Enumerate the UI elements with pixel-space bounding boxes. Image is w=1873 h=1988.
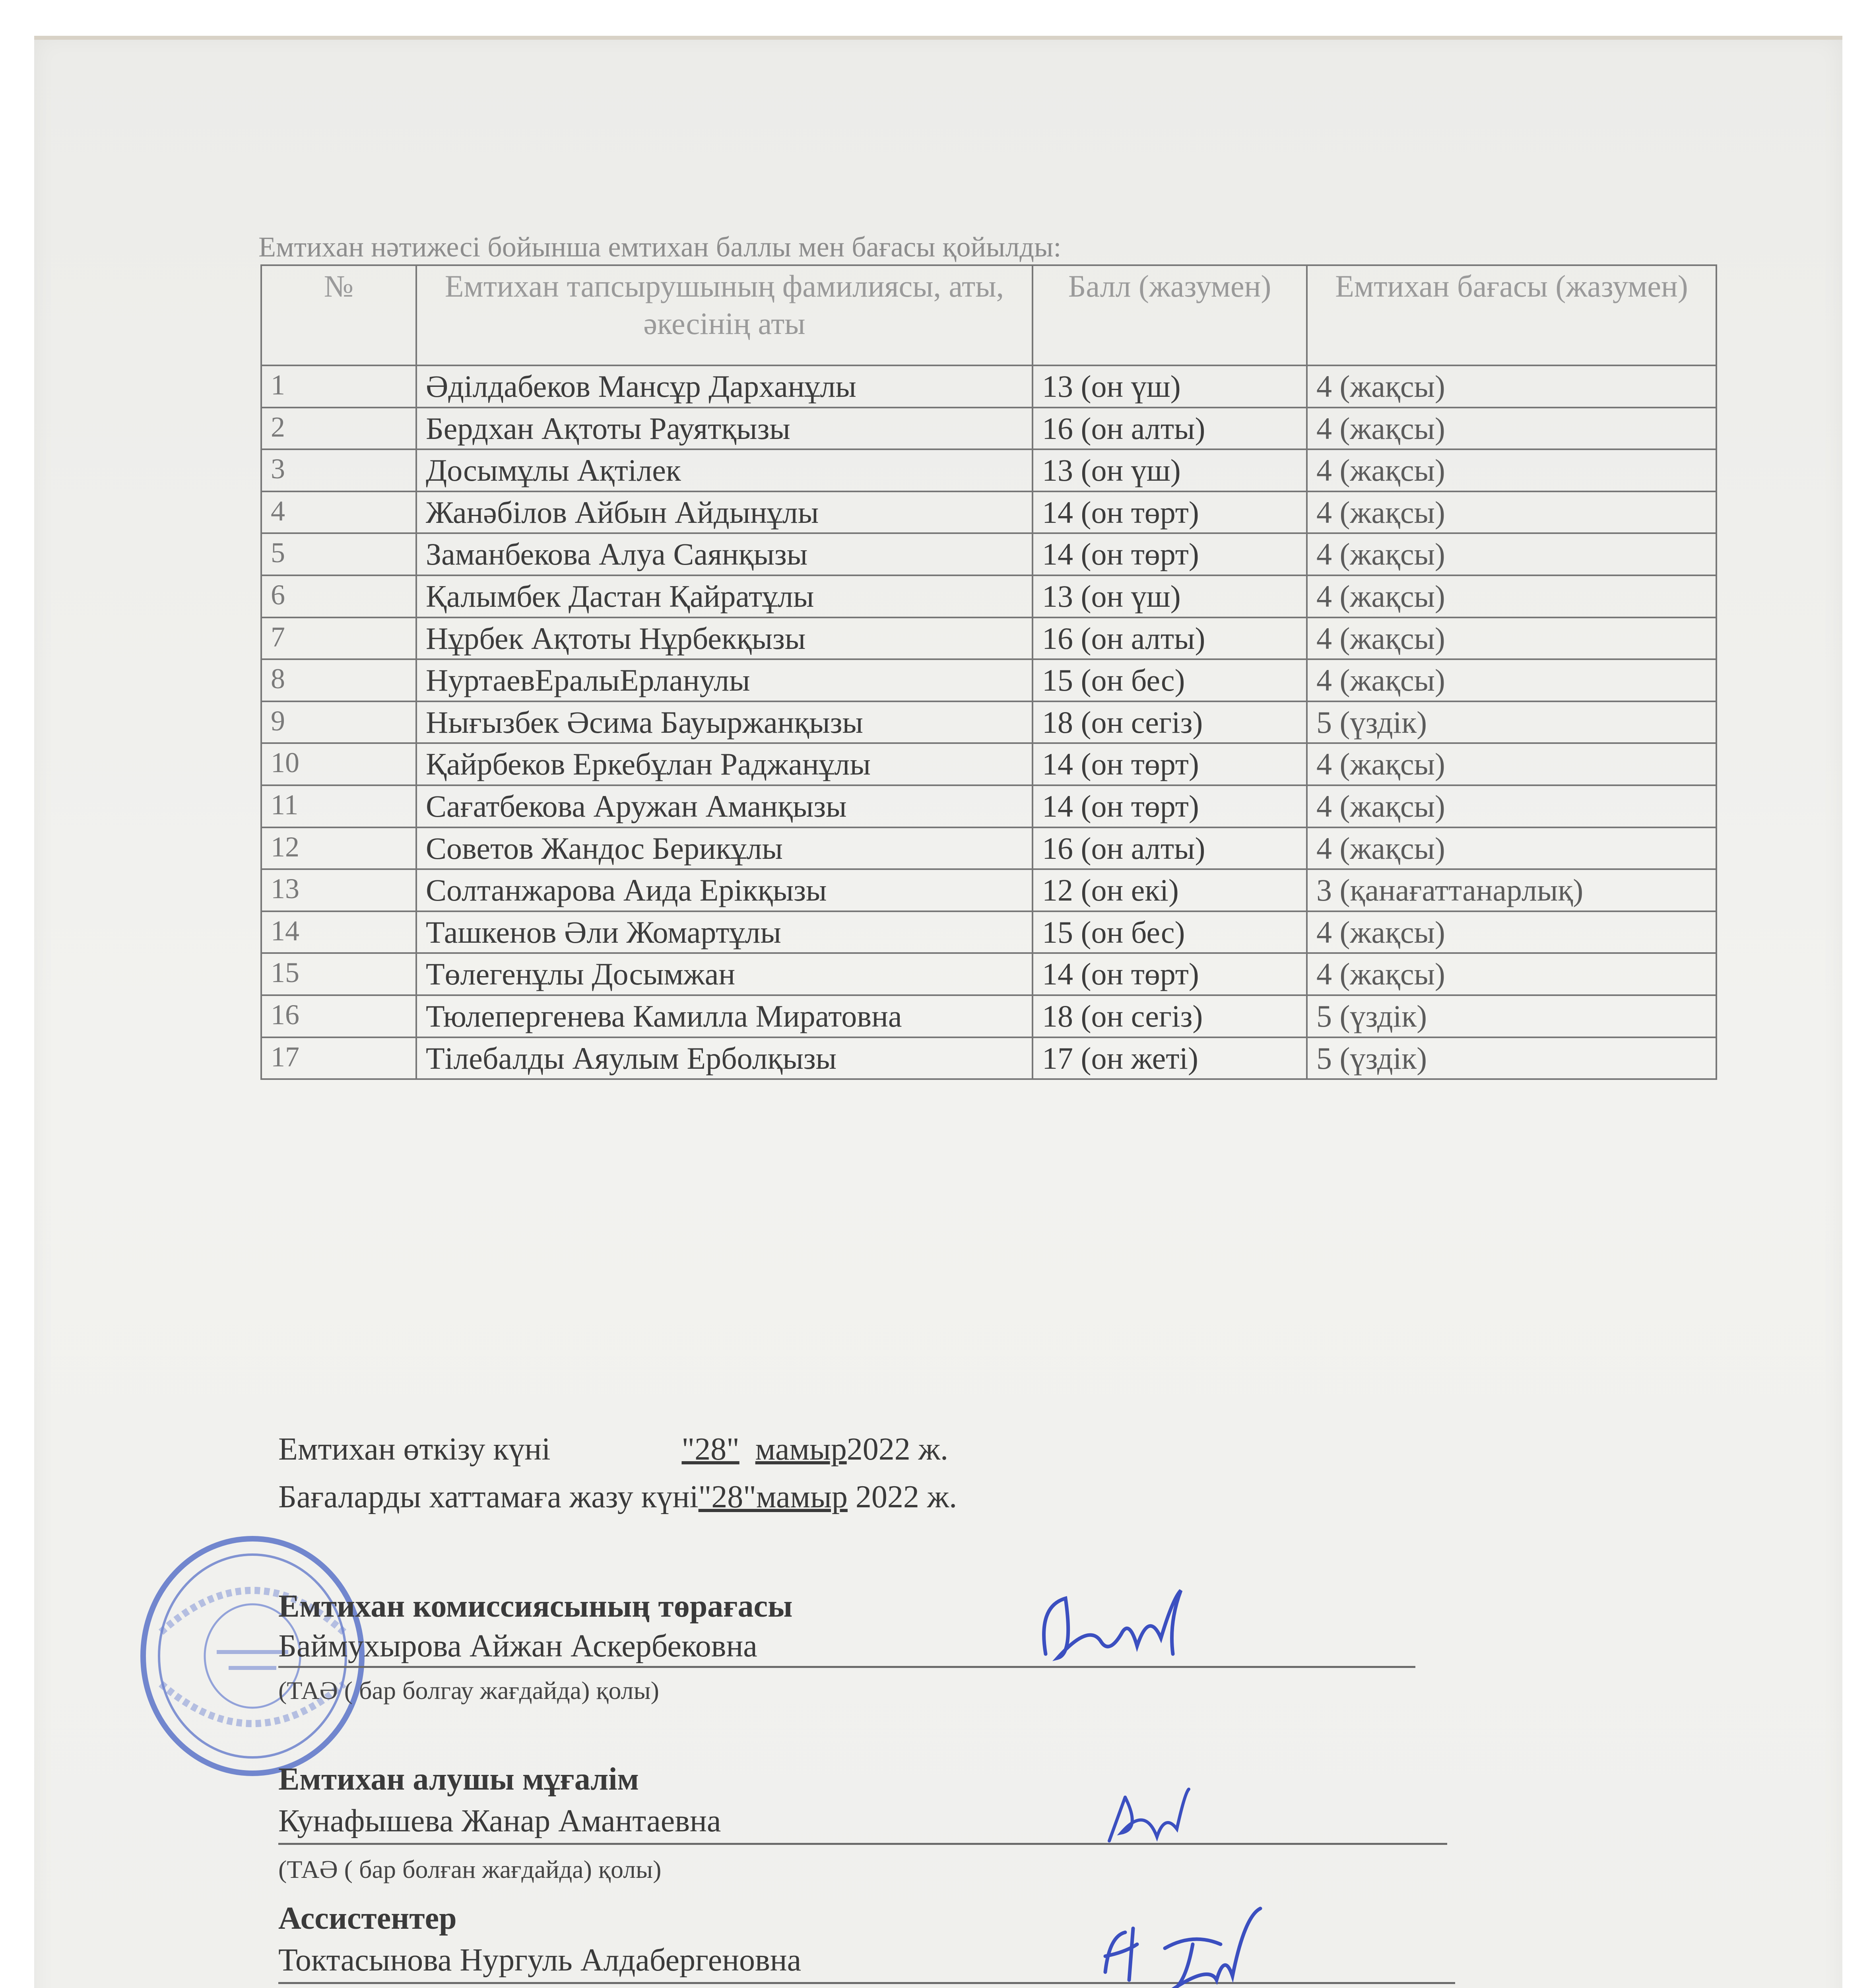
cell-number: 5 bbox=[261, 533, 416, 575]
cell-name: Бердхан Ақтоты Рауятқызы bbox=[416, 408, 1033, 450]
cell-name: Әділдабеков Мансұр Дарханұлы bbox=[416, 365, 1033, 408]
cell-score: 17 (он жеті) bbox=[1033, 1037, 1307, 1079]
table-header-row bbox=[261, 265, 1716, 365]
table-row bbox=[261, 785, 1716, 827]
cell-score: 14 (он төрт) bbox=[1033, 785, 1307, 827]
cell-name: Тілебалды Аяулым Ерболқызы bbox=[416, 1037, 1033, 1079]
cell-name: Досымұлы Ақтілек bbox=[416, 449, 1033, 491]
cell-name: Сағатбекова Аружан Аманқызы bbox=[416, 785, 1033, 827]
cell-grade: 4 (жақсы) bbox=[1307, 575, 1716, 617]
table-row bbox=[261, 533, 1716, 575]
table-row bbox=[261, 701, 1716, 744]
cell-grade: 4 (жақсы) bbox=[1307, 408, 1716, 450]
cell-grade: 3 (қанағаттанарлық) bbox=[1307, 869, 1716, 911]
cell-name: Ташкенов Әли Жомартұлы bbox=[416, 911, 1033, 953]
cell-score: 13 (он үш) bbox=[1033, 449, 1307, 491]
cell-score: 15 (он бес) bbox=[1033, 911, 1307, 953]
assistant1-name: Токтасынова Нургуль Алдабергеновна bbox=[278, 1943, 802, 1978]
table-row bbox=[261, 491, 1716, 534]
cell-name: Қалымбек Дастан Қайратұлы bbox=[416, 575, 1033, 617]
table-row bbox=[261, 449, 1716, 491]
cell-name: Солтанжарова Аида Ерікқызы bbox=[416, 869, 1033, 911]
results-heading: Емтихан нәтижесі бойынша емтихан баллы мен бағасы қойылды: bbox=[258, 231, 1062, 263]
cell-grade: 4 (жақсы) bbox=[1307, 491, 1716, 534]
table-row bbox=[261, 827, 1716, 870]
cell-number: 9 bbox=[261, 701, 416, 744]
cell-score: 16 (он алты) bbox=[1033, 617, 1307, 660]
cell-grade: 5 (үздік) bbox=[1307, 995, 1716, 1037]
cell-number: 3 bbox=[261, 449, 416, 491]
protocol-date-line bbox=[278, 1479, 957, 1515]
cell-name: Қайрбеков Еркебұлан Раджанұлы bbox=[416, 743, 1033, 785]
exam-date-label: Емтихан өткізу күні bbox=[278, 1432, 551, 1467]
cell-name: Советов Жандос Берикұлы bbox=[416, 827, 1033, 870]
chair-signature bbox=[1030, 1574, 1201, 1678]
cell-grade: 4 (жақсы) bbox=[1307, 785, 1716, 827]
cell-score: 14 (он төрт) bbox=[1033, 533, 1307, 575]
cell-name: Төлегенұлы Досымжан bbox=[416, 953, 1033, 995]
cell-grade: 4 (жақсы) bbox=[1307, 617, 1716, 660]
cell-score: 14 (он төрт) bbox=[1033, 953, 1307, 995]
cell-name: Нұрбек Ақтоты Нұрбекқызы bbox=[416, 617, 1033, 660]
cell-number: 1 bbox=[261, 365, 416, 408]
cell-grade: 4 (жақсы) bbox=[1307, 365, 1716, 408]
page-edge bbox=[34, 36, 1842, 40]
table-row bbox=[261, 617, 1716, 660]
results-table-body bbox=[261, 365, 1716, 1079]
cell-name: НуртаевЕралыЕрланулы bbox=[416, 659, 1033, 701]
results-table bbox=[260, 264, 1717, 1080]
exam-date-year: 2022 ж. bbox=[846, 1432, 948, 1467]
table-row bbox=[261, 408, 1716, 450]
cell-number: 2 bbox=[261, 408, 416, 450]
cell-grade: 4 (жақсы) bbox=[1307, 911, 1716, 953]
table-row bbox=[261, 869, 1716, 911]
cell-number: 16 bbox=[261, 995, 416, 1037]
exam-date-month: мамыр bbox=[755, 1432, 847, 1467]
cell-number: 6 bbox=[261, 575, 416, 617]
teacher-name: Кунафышева Жанар Амантаевна bbox=[278, 1804, 721, 1839]
chair-caption: (ТАӘ ( бар болгау жағдайда) қолы) bbox=[278, 1676, 659, 1705]
protocol-date-value: "28"мамыр bbox=[698, 1479, 848, 1514]
cell-score: 16 (он алты) bbox=[1033, 408, 1307, 450]
protocol-date-label: Бағаларды хаттамаға жазу күні bbox=[278, 1479, 699, 1514]
table-row bbox=[261, 659, 1716, 701]
cell-number: 10 bbox=[261, 743, 416, 785]
chair-name: Баймухырова Айжан Аскербековна bbox=[278, 1629, 757, 1664]
cell-score: 13 (он үш) bbox=[1033, 575, 1307, 617]
cell-grade: 4 (жақсы) bbox=[1307, 659, 1716, 701]
table-row bbox=[261, 575, 1716, 617]
teacher-role: Емтихан алушы мұғалім bbox=[278, 1762, 639, 1797]
assistants-label: Ассистентер bbox=[278, 1901, 457, 1936]
protocol-date-year: 2022 ж. bbox=[847, 1479, 957, 1514]
cell-score: 14 (он төрт) bbox=[1033, 743, 1307, 785]
cell-score: 18 (он сегіз) bbox=[1033, 701, 1307, 744]
teacher-signature bbox=[1097, 1781, 1201, 1861]
header-score: Балл (жазумен) bbox=[1033, 265, 1307, 365]
cell-score: 13 (он үш) bbox=[1033, 365, 1307, 408]
header-name: Емтихан тапсырушының фамилиясы, аты, әкесінің аты bbox=[416, 265, 1033, 365]
cell-grade: 4 (жақсы) bbox=[1307, 953, 1716, 995]
cell-score: 12 (он екі) bbox=[1033, 869, 1307, 911]
cell-score: 16 (он алты) bbox=[1033, 827, 1307, 870]
cell-score: 15 (он бес) bbox=[1033, 659, 1307, 701]
teacher-caption: (ТАӘ ( бар болған жағдайда) қолы) bbox=[278, 1855, 662, 1883]
table-row bbox=[261, 911, 1716, 953]
cell-score: 18 (он сегіз) bbox=[1033, 995, 1307, 1037]
table-row bbox=[261, 953, 1716, 995]
table-row bbox=[261, 995, 1716, 1037]
cell-grade: 5 (үздік) bbox=[1307, 1037, 1716, 1079]
cell-name: Тюлепергенева Камилла Миратовна bbox=[416, 995, 1033, 1037]
header-grade: Емтихан бағасы (жазумен) bbox=[1307, 265, 1716, 365]
table-row bbox=[261, 1037, 1716, 1079]
cell-number: 8 bbox=[261, 659, 416, 701]
cell-number: 11 bbox=[261, 785, 416, 827]
exam-date-line bbox=[278, 1431, 948, 1468]
exam-date-day: "28" bbox=[681, 1432, 739, 1467]
assistant1-signature bbox=[1089, 1901, 1312, 1988]
cell-grade: 5 (үздік) bbox=[1307, 701, 1716, 744]
table-row bbox=[261, 365, 1716, 408]
cell-number: 14 bbox=[261, 911, 416, 953]
cell-score: 14 (он төрт) bbox=[1033, 491, 1307, 534]
chair-signature-line bbox=[278, 1666, 1415, 1668]
chair-role: Емтихан комиссиясының төрағасы bbox=[278, 1589, 793, 1624]
cell-grade: 4 (жақсы) bbox=[1307, 533, 1716, 575]
cell-grade: 4 (жақсы) bbox=[1307, 449, 1716, 491]
cell-number: 7 bbox=[261, 617, 416, 660]
cell-number: 15 bbox=[261, 953, 416, 995]
table-row bbox=[261, 743, 1716, 785]
cell-number: 13 bbox=[261, 869, 416, 911]
teacher-signature-line bbox=[278, 1843, 1447, 1845]
cell-name: Нығызбек Әсима Бауыржанқызы bbox=[416, 701, 1033, 744]
cell-name: Жанәбілов Айбын Айдынұлы bbox=[416, 491, 1033, 534]
cell-name: Заманбекова Алуа Саянқызы bbox=[416, 533, 1033, 575]
cell-grade: 4 (жақсы) bbox=[1307, 743, 1716, 785]
cell-number: 17 bbox=[261, 1037, 416, 1079]
cell-number: 4 bbox=[261, 491, 416, 534]
header-number: № bbox=[261, 265, 416, 365]
cell-grade: 4 (жақсы) bbox=[1307, 827, 1716, 870]
cell-number: 12 bbox=[261, 827, 416, 870]
